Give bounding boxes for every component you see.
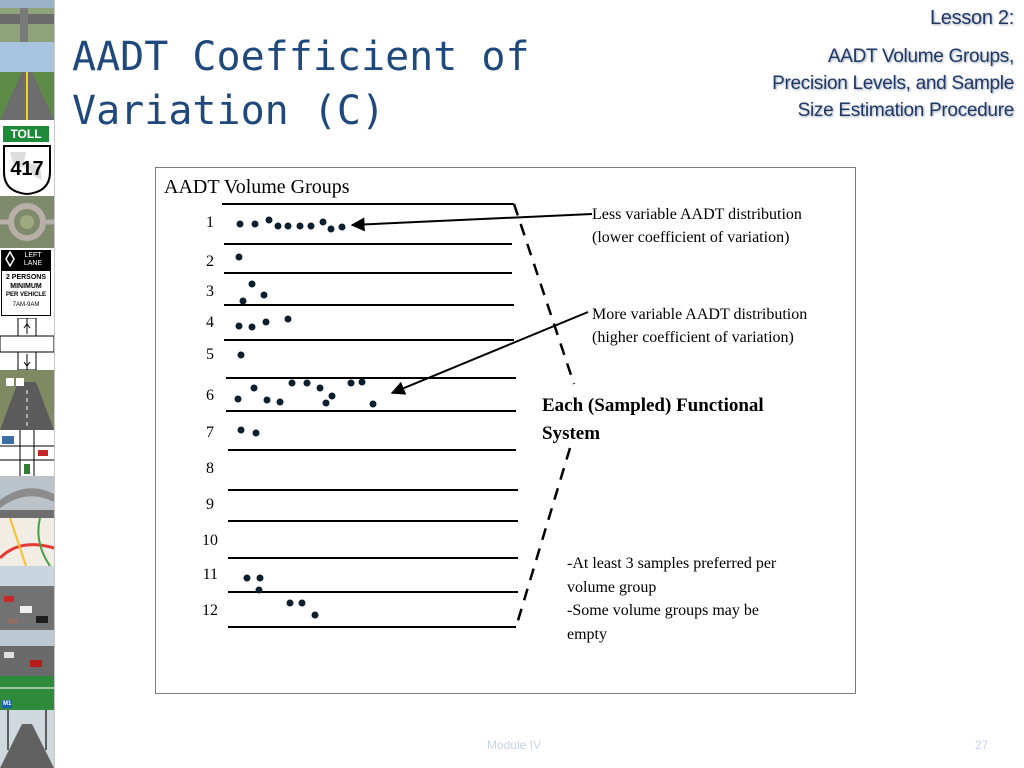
- diagram-heading: AADT Volume Groups: [164, 176, 350, 198]
- note-line: -Some volume groups may be: [567, 602, 759, 619]
- group-label: 8: [206, 460, 214, 477]
- aadt-data-point: [348, 380, 355, 387]
- roundabout-aerial-photo: [0, 196, 54, 248]
- freeway-traffic-photo: [0, 566, 54, 630]
- aadt-data-point: [328, 226, 335, 233]
- group-label: 1: [206, 214, 214, 231]
- bracket-dashed-line-lower: [516, 448, 570, 627]
- lesson-subtitle: [772, 43, 1014, 124]
- group-label: 9: [206, 496, 214, 513]
- arrow-more-variable: [392, 312, 588, 393]
- slide-title-line: AADT Coefficient of: [72, 34, 530, 80]
- aadt-data-point: [289, 380, 296, 387]
- hov-sign-line: LEFT: [24, 252, 42, 259]
- aadt-data-point: [236, 323, 243, 330]
- group-label: 4: [206, 314, 214, 331]
- aadt-data-point: [277, 399, 284, 406]
- aadt-data-point: [285, 316, 292, 323]
- aadt-data-point: [339, 224, 346, 231]
- bracket-dashed-line-upper: [514, 204, 574, 384]
- group-label: 3: [206, 283, 214, 300]
- aadt-data-point: [263, 319, 270, 326]
- note-line: volume group: [567, 578, 657, 596]
- arrow-less-variable: [352, 214, 592, 225]
- annotation-line: (higher coefficient of variation): [592, 329, 794, 346]
- notes: [567, 552, 776, 646]
- note-line: empty: [567, 625, 607, 643]
- sidebar-image-strip: [0, 0, 55, 768]
- aadt-data-point: [370, 401, 377, 408]
- aadt-data-point: [275, 223, 282, 230]
- aadt-data-point: [359, 379, 366, 386]
- aadt-data-point: [317, 385, 324, 392]
- functional-system-label: [542, 392, 764, 448]
- aadt-data-point: [285, 223, 292, 230]
- toll-sign-header: TOLL: [3, 126, 49, 142]
- aadt-data-point: [237, 221, 244, 228]
- annotation-line: (lower coefficient of variation): [592, 229, 790, 246]
- slide-title: [72, 30, 530, 138]
- city-road-photo: [0, 710, 54, 768]
- aadt-data-point: [244, 575, 251, 582]
- more-variable-annotation: [592, 303, 807, 349]
- road-sign-text: M1: [3, 701, 12, 707]
- functional-system-line: Each (Sampled) Functional: [542, 395, 764, 416]
- overpass-photo: [0, 476, 54, 518]
- group-label: 6: [206, 387, 214, 404]
- aadt-volume-groups-diagram: [155, 167, 856, 694]
- aadt-data-point: [287, 600, 294, 607]
- annotation-line: More variable AADT distribution: [592, 306, 808, 323]
- highway-interchange-photo: [0, 0, 54, 42]
- traffic-map: [0, 518, 54, 566]
- aadt-data-point: [249, 281, 256, 288]
- aadt-data-point: [257, 575, 264, 582]
- page-number: 27: [975, 738, 989, 752]
- aadt-data-point: [266, 217, 273, 224]
- lesson-label: Lesson 2:: [929, 7, 1014, 29]
- aadt-data-point: [238, 352, 245, 359]
- aadt-data-point: [304, 380, 311, 387]
- lesson-subtitle-line: AADT Volume Groups,: [827, 46, 1014, 67]
- hov-sign-line: PER VEHICLE: [5, 292, 46, 298]
- toll-417-sign: [0, 122, 54, 196]
- note-line: -At least 3 samples preferred per: [567, 555, 777, 572]
- group-label: 5: [206, 346, 214, 363]
- aadt-data-point: [235, 396, 242, 403]
- aadt-data-point: [299, 600, 306, 607]
- lesson-subtitle-line: Size Estimation Procedure: [797, 100, 1014, 121]
- less-variable-annotation: [592, 203, 802, 249]
- lane-signs-photo: [0, 370, 54, 430]
- hov-sign-line: 7AM-9AM: [12, 302, 40, 308]
- lesson-subtitle-line: Precision Levels, and Sample: [772, 73, 1014, 94]
- aadt-data-point: [252, 221, 259, 228]
- slide-title-line: Variation (C): [72, 88, 386, 134]
- functional-system-line: System: [542, 423, 601, 444]
- group-label: 2: [206, 253, 214, 270]
- aadt-data-point: [236, 254, 243, 261]
- hov-sign-line: 2 PERSONS: [5, 274, 47, 281]
- group-label: 11: [202, 566, 218, 583]
- aadt-data-point: [323, 400, 330, 407]
- highway-photo: [0, 630, 54, 676]
- aadt-data-point: [312, 612, 319, 619]
- group-label: 7: [206, 424, 214, 441]
- hov-sign-line: LANE: [23, 260, 43, 267]
- road-photo: [0, 42, 54, 120]
- group-label: 12: [202, 602, 218, 619]
- aadt-data-point: [264, 397, 271, 404]
- aadt-data-point: [329, 393, 336, 400]
- aadt-data-point: [261, 292, 268, 299]
- hov-sign-line: MINIMUM: [10, 283, 42, 290]
- footer-module-label: Module IV: [487, 738, 542, 752]
- aadt-data-point: [249, 324, 256, 331]
- aadt-data-point: [297, 223, 304, 230]
- intersection-vehicles-diagram: [0, 430, 54, 476]
- hov-lane-sign: [0, 248, 54, 318]
- aadt-data-point: [238, 427, 245, 434]
- group-label: 10: [202, 532, 218, 549]
- aadt-data-point: [308, 223, 315, 230]
- aadt-data-point: [256, 587, 263, 594]
- aadt-data-point: [320, 219, 327, 226]
- route-number: 417: [10, 158, 44, 180]
- green-road-sign: [0, 676, 54, 710]
- annotation-line: Less variable AADT distribution: [592, 206, 802, 223]
- aadt-data-point: [240, 298, 247, 305]
- aadt-data-point: [251, 385, 258, 392]
- aadt-data-point: [253, 430, 260, 437]
- intersection-diagram: [0, 318, 54, 370]
